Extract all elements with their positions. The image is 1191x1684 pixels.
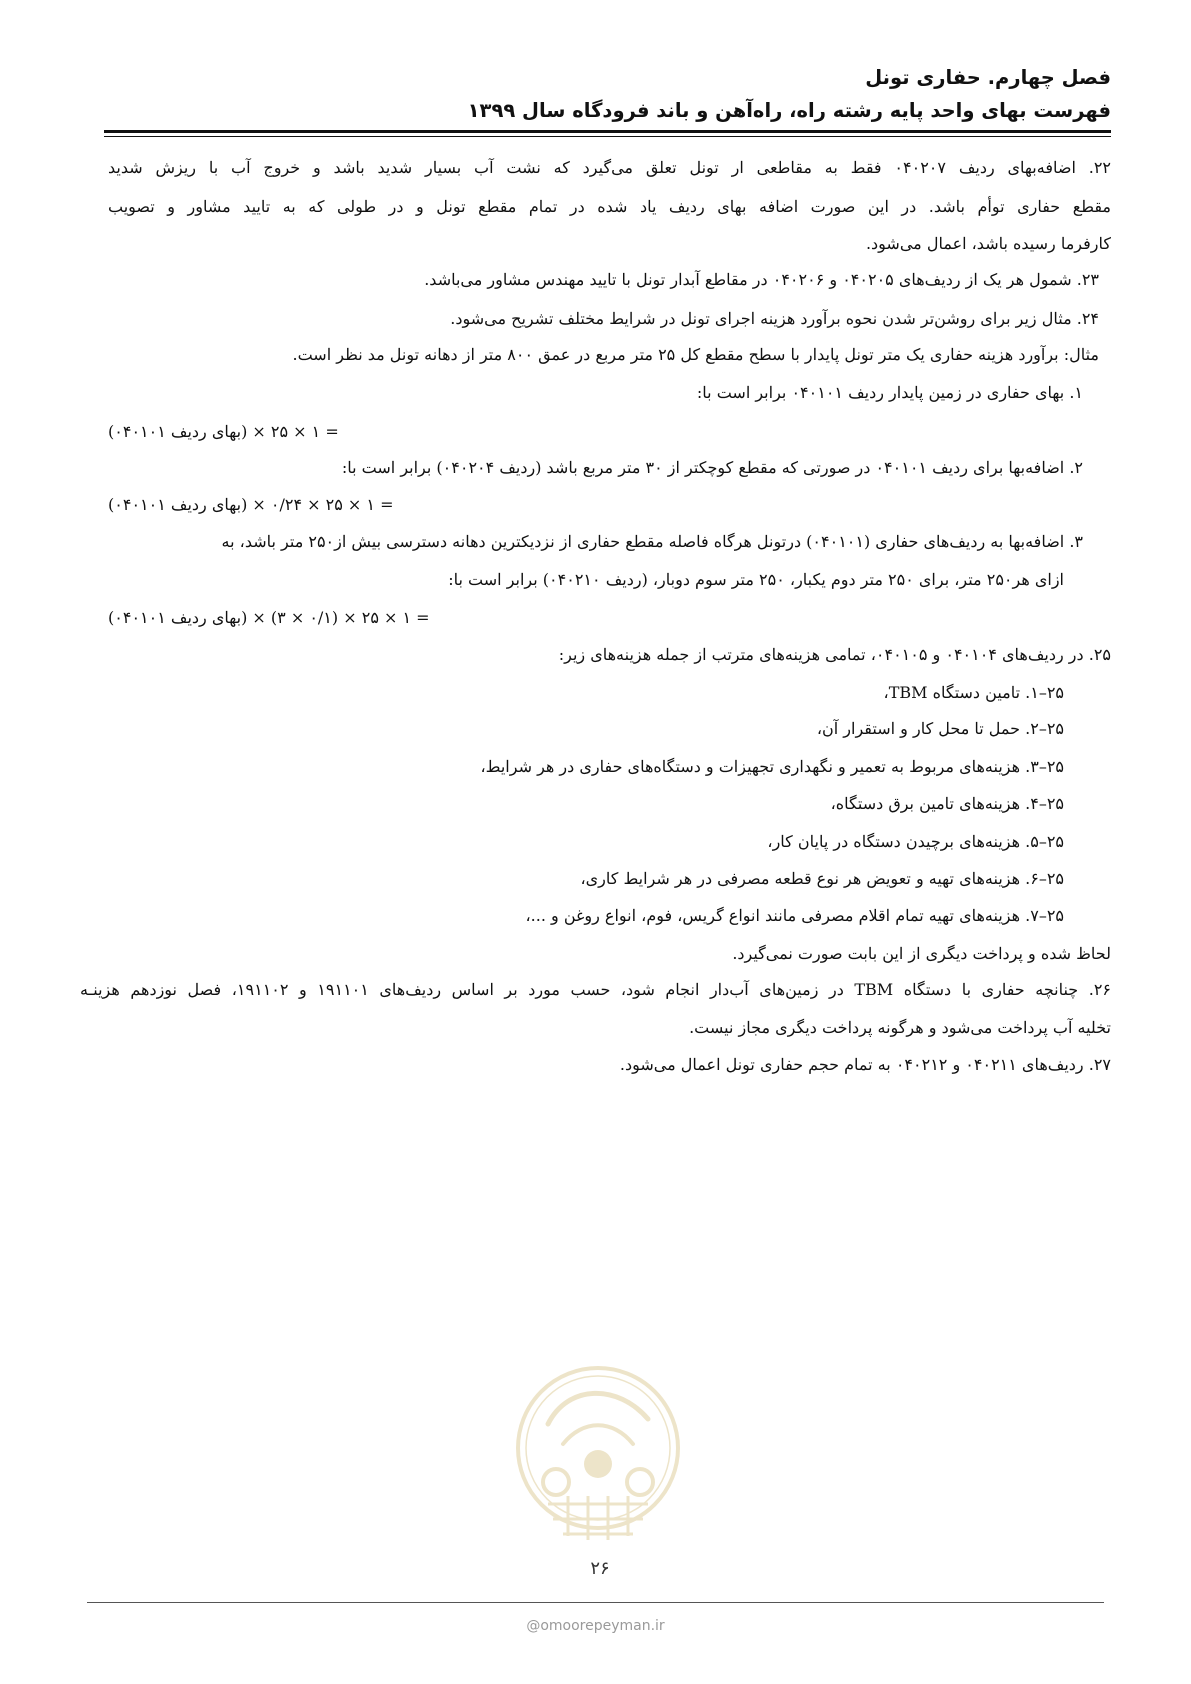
item-25-closing: لحاظ شده و پرداخت دیگری از این بابت صورت نمی‌گیرد. bbox=[732, 944, 1111, 963]
item-25-sub-6: ۲۵–۶. هزینه‌های تهیه و تعویض هر نوع قطعه مصرفی در هر شرایط کاری، bbox=[580, 869, 1064, 888]
chapter-title: فصل چهارم. حفاری تونل bbox=[865, 66, 1111, 89]
item-25-sub-1: ۲۵–۱. تامین دستگاه TBM، bbox=[883, 683, 1064, 702]
item-27: ۲۷. ردیف‌های ۰۴۰۲۱۱ و ۰۴۰۲۱۲ به تمام حجم حفاری تونل اعمال می‌شود. bbox=[619, 1055, 1111, 1074]
example-step-3-line-1: ۳. اضافه‌بها به ردیف‌های حفاری (۰۴۰۱۰۱) درتونل هرگاه فاصله مقطع حفاری از نزدیکترین دهانه دسترسی بیش از۲۵۰ متر باشد، به bbox=[221, 532, 1083, 551]
footer-website: @omoorepeyman.ir bbox=[526, 1618, 665, 1634]
item-23: ۲۳. شمول هر یک از ردیف‌های ۰۴۰۲۰۵ و ۰۴۰۲۰۶ در مقاطع آبدار تونل با تایید مهندس مشاور می‌باشد. bbox=[424, 270, 1099, 289]
item-26-line-2: تخلیه آب پرداخت می‌شود و هرگونه پرداخت دیگری مجاز نیست. bbox=[689, 1018, 1111, 1037]
item-25-sub-5: ۲۵–۵. هزینه‌های برچیدن دستگاه در پایان کار، bbox=[767, 832, 1064, 851]
item-25-sub-3: ۲۵–۳. هزینه‌های مربوط به تعمیر و نگهداری تجهیزات و دستگاه‌های حفاری در هر شرایط، bbox=[480, 757, 1064, 776]
item-25-sub-2: ۲۵–۲. حمل تا محل کار و استقرار آن، bbox=[816, 719, 1064, 738]
example-formula-2: = ۱ × ۲۵ × ۰/۲۴ × (بهای ردیف ۰۴۰۱۰۱) bbox=[108, 495, 394, 514]
header-rule-thin bbox=[104, 136, 1111, 137]
item-25-sub-7: ۲۵–۷. هزینه‌های تهیه تمام اقلام مصرفی مانند انواع گریس، فوم، انواع روغن و ...، bbox=[525, 906, 1064, 925]
example-step-3-line-2: ازای هر۲۵۰ متر، برای ۲۵۰ متر دوم یکبار، ۲۵۰ متر سوم دوبار، (ردیف ۰۴۰۲۱۰) برابر است با: bbox=[448, 570, 1064, 589]
item-25-sub-4: ۲۵–۴. هزینه‌های تامین برق دستگاه، bbox=[830, 794, 1064, 813]
page-number: ۲۶ bbox=[590, 1558, 610, 1579]
example-formula-3: = ۱ × ۲۵ × (۰/۱ × ۳) × (بهای ردیف ۰۴۰۱۰۱) bbox=[108, 608, 430, 627]
example-formula-1: = ۱ × ۲۵ × (بهای ردیف ۰۴۰۱۰۱) bbox=[108, 422, 339, 441]
example-step-1: ۱. بهای حفاری در زمین پایدار ردیف ۰۴۰۱۰۱ برابر است با: bbox=[696, 383, 1083, 402]
item-22-line-1: ۲۲. اضافه‌بهای ردیف ۰۴۰۲۰۷ فقط به مقاطعی ار تونل تعلق می‌گیرد که نشت آب بسیار شدید باشد و خروج آب با ریزش شدید bbox=[108, 158, 1111, 177]
item-24: ۲۴. مثال زیر برای روشن‌تر شدن نحوه برآورد هزینه اجرای تونل در شرایط مختلف تشریح می‌شود. bbox=[450, 309, 1099, 328]
page-header bbox=[91, 62, 1111, 127]
item-22-line-3: کارفرما رسیده باشد، اعمال می‌شود. bbox=[865, 234, 1111, 253]
item-26-line-1: ۲۶. چنانچه حفاری با دستگاه TBM در زمین‌های آب‌دار انجام شود، حسب مورد بر اساس ردیف‌های ۱۹۱۱۰۱ و ۱۹۱۱۰۲، فصل نوزدهم هزینـه bbox=[80, 980, 1112, 999]
item-25-intro: ۲۵. در ردیف‌های ۰۴۰۱۰۴ و ۰۴۰۱۰۵، تمامی هزینه‌های مترتب از جمله هزینه‌های زیر: bbox=[558, 645, 1111, 664]
example-step-2: ۲. اضافه‌بها برای ردیف ۰۴۰۱۰۱ در صورتی که مقطع کوچکتر از ۳۰ متر مربع باشد (ردیف ۰۴۰۲۰۴) برابر است با: bbox=[341, 458, 1083, 477]
item-22-line-2: مقطع حفاری توأم باشد. در این صورت اضافه بهای ردیف یاد شده در تمام مقطع تونل و در طولی که به تایید مشاور و تصویب bbox=[108, 197, 1111, 216]
price-list-title: فهرست بهای واحد پایه رشته راه، راه‌آهن و باند فرودگاه سال ۱۳۹۹ bbox=[467, 99, 1111, 122]
header-rule-thick bbox=[104, 130, 1111, 133]
omoorepeyman-seal-icon bbox=[508, 1364, 688, 1554]
footer-rule bbox=[87, 1602, 1104, 1603]
example-intro: مثال: برآورد هزینه حفاری یک متر تونل پایدار با سطح مقطع کل ۲۵ متر مربع در عمق ۸۰۰ متر از دهانه تونل مد نظر است. bbox=[292, 345, 1099, 364]
